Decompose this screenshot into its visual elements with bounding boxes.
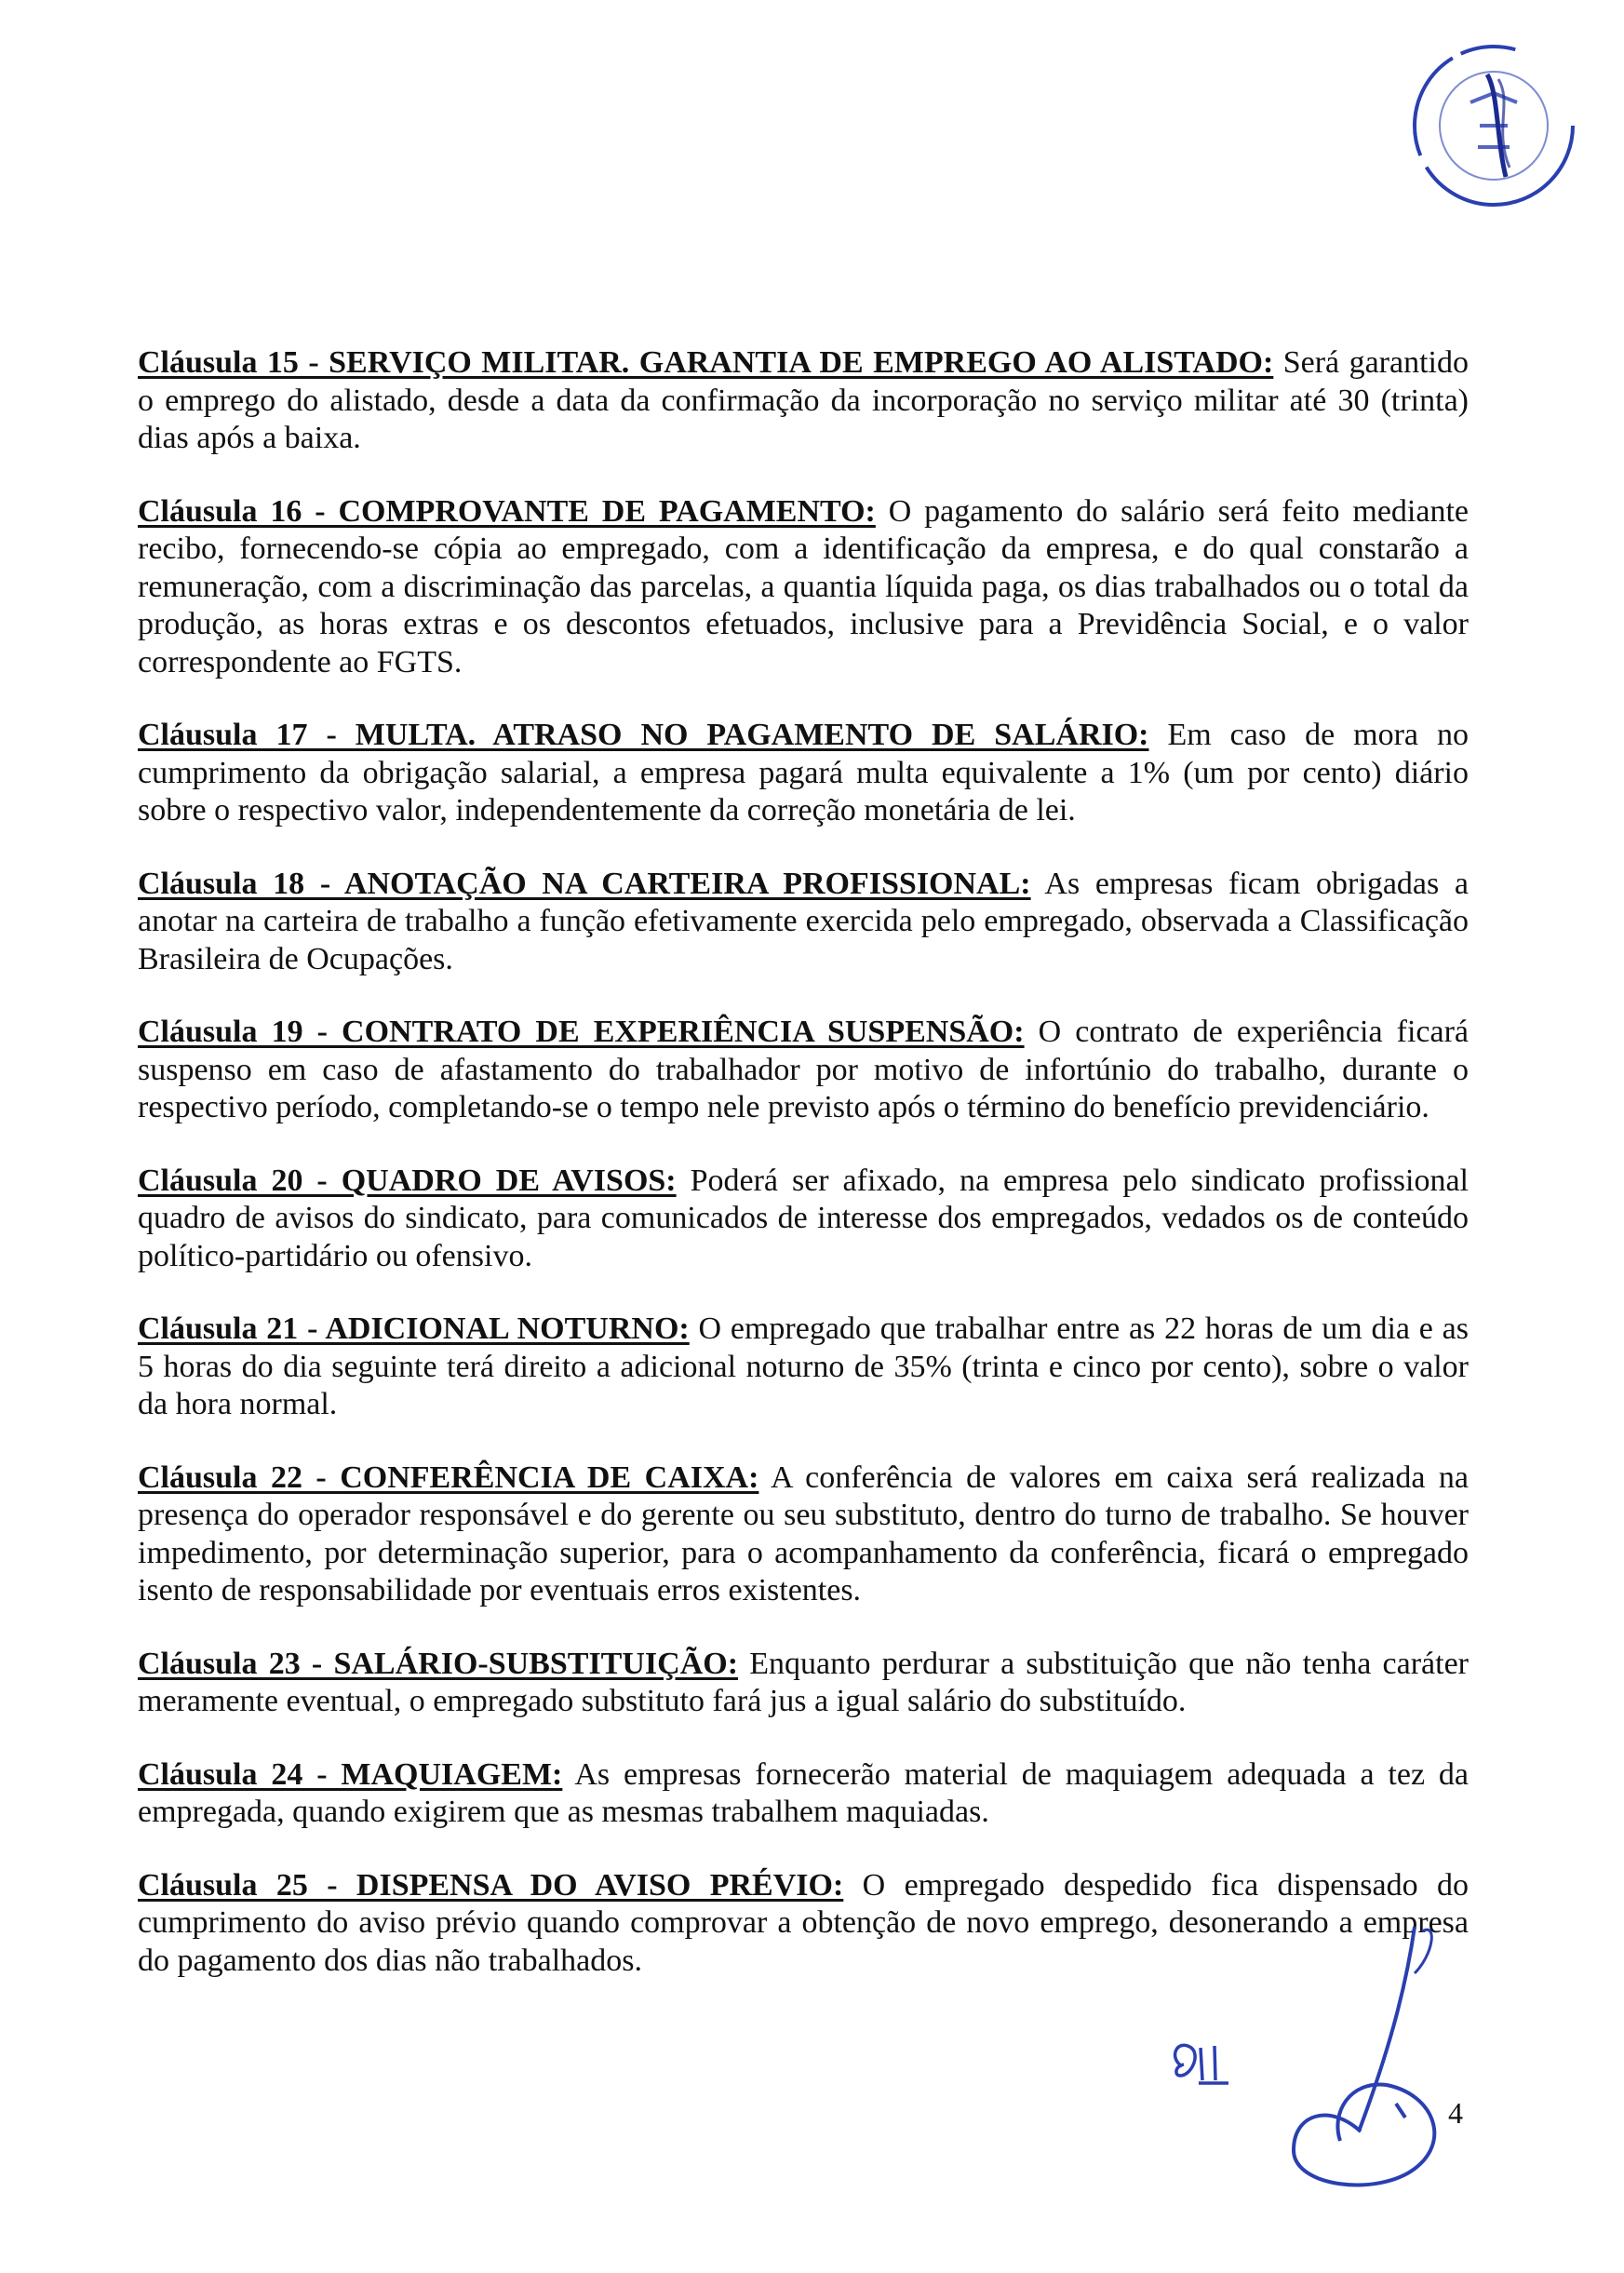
clause-title: Cláusula 23 - SALÁRIO-SUBSTITUIÇÃO: [138, 1646, 739, 1681]
clause-paragraph [138, 866, 1469, 979]
clause-text: As empresas ficam obrigadas a anotar na carteira de trabalho a função efetivamente exercida pelo empregado, observada a Classificação Brasileira de Ocupações. [138, 866, 1469, 976]
clause-title: Cláusula 16 - COMPROVANTE DE PAGAMENTO: [138, 493, 876, 529]
clause-paragraph [138, 1163, 1469, 1276]
clause-text: Será garantido o emprego do alistado, desde a data da confirmação da incorporação no serviço militar até 30 (trinta) dias após a baixa. [138, 345, 1469, 455]
clause-text: As empresas fornecerão material de maquiagem adequada a tez da empregada, quando exigirem que as mesmas trabalhem maquiadas. [138, 1756, 1469, 1829]
clause-paragraph [138, 717, 1469, 830]
clause-paragraph [138, 1756, 1469, 1832]
clause-paragraph [138, 1867, 1469, 1981]
clause-text: O contrato de experiência ficará suspenso em caso de afastamento do trabalhador por motivo de infortúnio do trabalho, durante o respectivo período, completando-se o tempo nele previsto após o término do benefício previdenciário. [138, 1015, 1469, 1124]
page-number: 4 [1448, 2096, 1463, 2130]
clause-title: Cláusula 18 - ANOTAÇÃO NA CARTEIRA PROFISSIONAL: [138, 866, 1031, 901]
document-body [138, 344, 1469, 2015]
handwritten-initials-icon [1163, 2029, 1247, 2094]
clause-text: O empregado despedido fica dispensado do cumprimento do aviso prévio quando comprovar a obtenção de novo emprego, desonerando a empresa do pagamento dos dias não trabalhados. [138, 1867, 1469, 1978]
clause-title: Cláusula 24 - MAQUIAGEM: [138, 1756, 563, 1792]
clause-title: Cláusula 22 - CONFERÊNCIA DE CAIXA: [138, 1459, 759, 1495]
clause-paragraph [138, 493, 1469, 682]
clause-text: Poderá ser afixado, na empresa pelo sindicato profissional quadro de avisos do sindicato, para comunicados de interesse dos empregados, vedados os de conteúdo político-partidário ou ofensivo. [138, 1163, 1469, 1273]
clause-title: Cláusula 15 - SERVIÇO MILITAR. GARANTIA DE EMPREGO AO ALISTADO: [138, 345, 1274, 380]
clause-paragraph [138, 344, 1469, 458]
clause-paragraph [138, 1646, 1469, 1721]
official-stamp-icon [1405, 37, 1582, 214]
clause-title: Cláusula 17 - MULTA. ATRASO NO PAGAMENTO DE SALÁRIO: [138, 718, 1149, 752]
clause-text: Em caso de mora no cumprimento da obrigação salarial, a empresa pagará multa equivalente a 1% (um por cento) diário sobre o respectivo valor, independentemente da correção monetária de lei. [138, 718, 1469, 827]
clause-title: Cláusula 25 - DISPENSA DO AVISO PRÉVIO: [138, 1867, 844, 1903]
clause-text: O pagamento do salário será feito mediante recibo, fornecendo-se cópia ao empregado, com a identificação da empresa, e do qual constarão a remuneração, com a discriminação das parcelas, a quantia líquida paga, os dias trabalhados ou o total da produção, as horas extras e os descontos efetuados, inclusive para a Previdência Social, e o valor correspondente ao FGTS. [138, 493, 1469, 679]
handwritten-signature-icon [1275, 1917, 1461, 2197]
clause-paragraph [138, 1459, 1469, 1610]
clause-paragraph [138, 1014, 1469, 1127]
clause-text: A conferência de valores em caixa será realizada na presença do operador responsável e do gerente ou seu substituto, dentro do turno de trabalho. Se houver impedimento, por determinação superior, para o acompanhamento da conferência, ficará o empregado isento de responsabilidade por eventuais erros existentes. [138, 1459, 1469, 1607]
clause-text: O empregado que trabalhar entre as 22 horas de um dia e as 5 horas do dia seguinte terá direito a adicional noturno de 35% (trinta e cinco por cento), sobre o valor da hora normal. [138, 1311, 1470, 1421]
clause-title: Cláusula 20 - QUADRO DE AVISOS: [138, 1163, 677, 1198]
clause-text: Enquanto perdurar a substituição que não tenha caráter meramente eventual, o empregado substituto fará jus a igual salário do substituído. [138, 1646, 1469, 1718]
clause-title: Cláusula 21 - ADICIONAL NOTURNO: [138, 1311, 690, 1346]
clause-paragraph [138, 1311, 1469, 1424]
clause-title: Cláusula 19 - CONTRATO DE EXPERIÊNCIA SUSPENSÃO: [138, 1015, 1025, 1049]
